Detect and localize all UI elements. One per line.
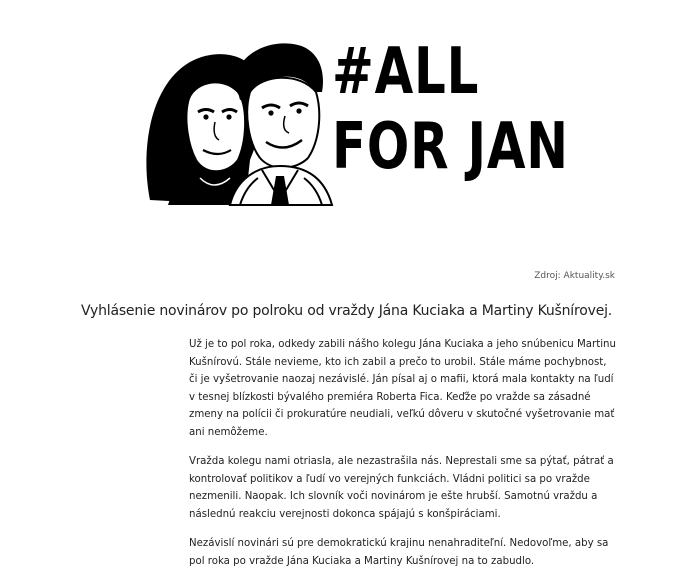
hero-banner xyxy=(0,0,675,262)
article-body xyxy=(189,336,617,582)
hashtag-line-2: FOR JAN xyxy=(332,110,569,184)
article-paragraph: Už je to pol roka, odkedy zabili nášho kolegu Jána Kuciaka a jeho snúbenicu Martinu Kušnírovú. Stále nevieme, kto ich zabil a prečo to urobil. Stále máme pochybnost, či je vyšetrovanie naozaj nezávislé. Ján písal aj o mafii, ktorá mala kontakty na ľudí v tesnej blízkosti bývalého premiéra Roberta Fica. Keďže po vražde sa zásadné zmeny na polícii či prokuratúre neudiali, veľkú dôveru v skutočné vyšetrovanie mať ani nemôžeme. xyxy=(189,339,616,438)
image-source-caption: Zdroj: Aktuality.sk xyxy=(534,271,615,281)
article-paragraph: Nezávislí novinári sú pre demokratickú krajinu nenahraditeľní. Nedovoľme, aby sa pol roka po vražde Jána Kuciaka a Martiny Kušnírovej na to zabudlo. xyxy=(189,538,609,567)
article-paragraph: Vražda kolegu nami otriasla, ale nezastrašila nás. Neprestali sme sa pýtať, pátrať a kontrolovať politikov a ľudí vo verejných funkciách. Vládni politici sa po vražde nezmenili. Naopak. Ich slovník voči novinárom je ešte hrubší. Samotnú vraždu a následnú reakciu verejnosti dokonca spájajú s konšpiráciami. xyxy=(189,456,614,520)
article-headline: Vyhlásenie novinárov po polroku od vraždy Jána Kuciaka a Martiny Kušnírovej. xyxy=(81,303,613,319)
hashtag-line-1: #ALL xyxy=(332,35,480,109)
